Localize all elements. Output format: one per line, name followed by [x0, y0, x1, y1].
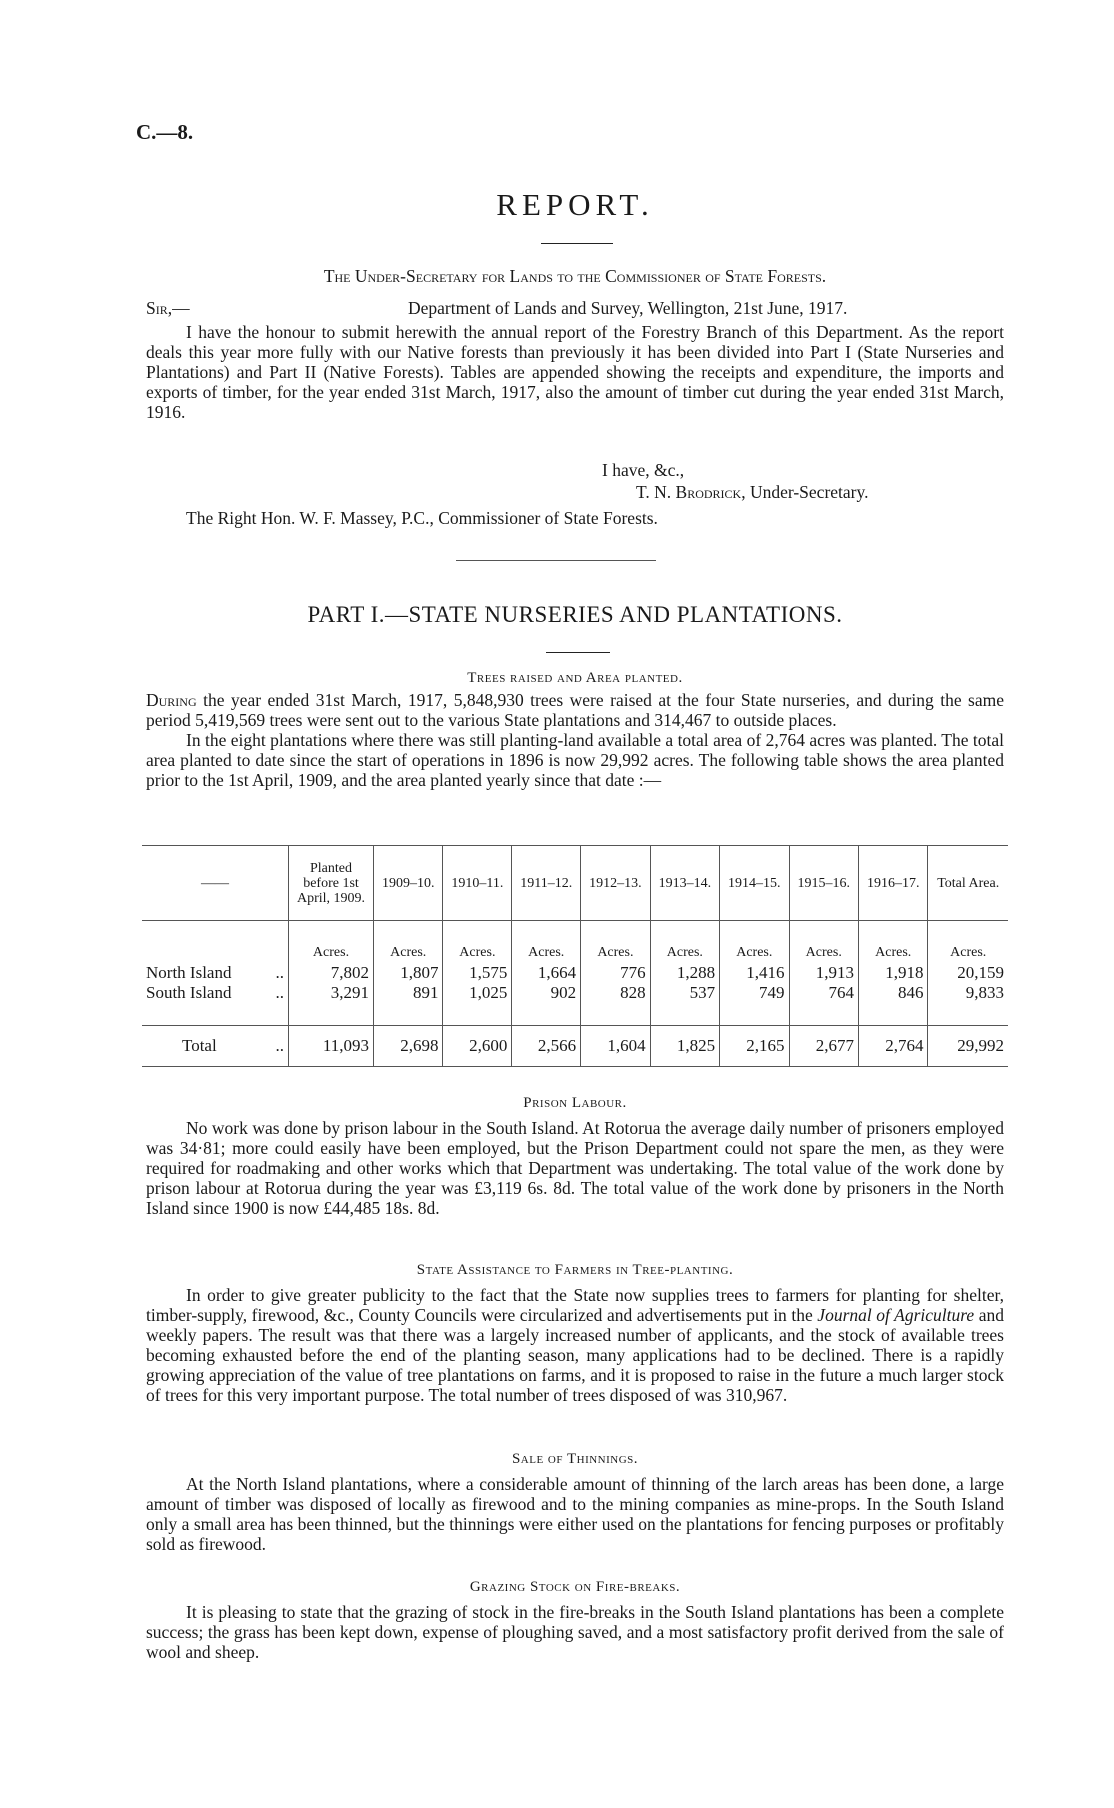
- letter-body-text: I have the honour to submit herewith the annual report of the Forestry Branch of this Department. As the report deals this year more fully with our Native forests than previously it has been divided into Part I (State Nurseries and Plantations) and Part II (Native Forests). Tables are appended showing the receipts and expenditure, the imports and exports of timber, for the year ended 31st March, 1917, also the amount of timber cut during the year ended 31st March, 1916.: [146, 322, 1004, 422]
- thinnings-body: [146, 1474, 1004, 1578]
- row-label-text: Total: [182, 1036, 217, 1055]
- table-column-header: 1909–10.: [374, 846, 443, 921]
- unit-cell: Acres.: [950, 945, 987, 960]
- table-cell: 902: [512, 983, 581, 1003]
- table-cell: 1,288: [650, 963, 719, 983]
- table-column-header: 1910–11.: [443, 846, 512, 921]
- row-label-text: North Island: [146, 963, 232, 982]
- table-cell: 2,600: [443, 1026, 512, 1067]
- table-cell: 2,677: [789, 1026, 858, 1067]
- letter-salutation: Sir,—: [146, 298, 190, 318]
- thinnings-text: At the North Island plantations, where a considerable amount of thinning of the larch areas has been done, a large amount of timber was disposed of locally as firewood and to the mining companies as mine-props. In the South Island only a small area has been thinned, but the thinnings were either used on the plantations for fencing purposes or profitably sold as firewood.: [146, 1474, 1004, 1554]
- table-cell: 1,825: [650, 1026, 719, 1067]
- letter-body: [146, 322, 1004, 480]
- heading-trees-raised: Trees raised and Area planted.: [467, 670, 683, 686]
- table-column-header: 1915–16.: [789, 846, 858, 921]
- heading-grazing-stock: Grazing Stock on Fire-breaks.: [469, 1579, 681, 1595]
- heading-sale-of-thinnings: Sale of Thinnings.: [511, 1451, 639, 1467]
- state-assistance-body: [146, 1285, 1004, 1449]
- table-cell: 749: [720, 983, 789, 1003]
- table-cell: 891: [374, 983, 443, 1003]
- trees-lead-word: During: [146, 690, 197, 710]
- unit-cell: Acres.: [858, 943, 927, 963]
- table-cell: 11,093: [289, 1026, 374, 1067]
- table-cell: 846: [858, 983, 927, 1003]
- table-cell: 1,025: [443, 983, 512, 1003]
- unit-cell: Acres.: [650, 943, 719, 963]
- table-spacer-row: [142, 921, 1008, 944]
- table-header-row: [142, 846, 1008, 921]
- table-column-header: Planted before 1st April, 1909.: [289, 846, 374, 921]
- table-cell: 9,833: [965, 983, 1004, 1002]
- grazing-text: It is pleasing to state that the grazing of stock in the fire-breaks in the South Island plantations has been a complete success; the grass has been kept down, expense of ploughing saved, and a most satisfactory profit derived from the sale of wool and sheep.: [146, 1602, 1004, 1662]
- table-row-north-island: [142, 963, 1008, 983]
- letter-closing: I have, &c.,: [602, 460, 685, 480]
- trees-section-body: [146, 690, 1004, 840]
- row-label: [142, 1026, 289, 1067]
- table-cell: 2,165: [720, 1026, 789, 1067]
- row-leader-dots: ..: [275, 983, 284, 1002]
- table-cell: 20,159: [957, 963, 1004, 982]
- letter-place-date: Department of Lands and Survey, Wellington, 21st June, 1917.: [408, 298, 848, 318]
- table-cell: 2,764: [858, 1026, 927, 1067]
- row-label-text: South Island: [146, 983, 232, 1002]
- table-row-total: [142, 1026, 1008, 1067]
- trees-paragraph-1: the year ended 31st March, 1917, 5,848,930 trees were raised at the four State nurseries, and during the same period 5,419,569 trees were sent out to the various State plantations and 314,467 to outside places.: [146, 690, 1004, 730]
- row-label: [142, 963, 289, 983]
- unit-cell: Acres.: [374, 943, 443, 963]
- part-one-title: PART I.—STATE NURSERIES AND PLANTATIONS.: [307, 602, 843, 627]
- prison-labour-text: No work was done by prison labour in the South Island. At Rotorua the average daily number of prisoners employed was 34·81; more could easily have been employed, but the Prison Department could not spare the men, as they were required for roadmaking and other works which that Department was undertaking. The total value of the work done by prison labour at Rotorua during the year was £3,119 6s. 8d. The total value of the work done by prisoners in the North Island since 1900 is now £44,485 18s. 8d.: [146, 1118, 1004, 1218]
- page-reference: C.—8.: [136, 120, 194, 144]
- table-cell: 1,604: [581, 1026, 650, 1067]
- table-column-header: 1912–13.: [581, 846, 650, 921]
- state-assistance-text-b: and weekly papers. The result was that there was a largely increased number of applicants, and the stock of available trees becoming exhausted before the end of the planting season, many applications had to be declined. There is a rapidly growing appreciation of the value of tree plantations on farms, and it is proposed to raise in the future a much larger stock of trees for this very important purpose. The total number of trees disposed of was 310,967.: [146, 1305, 1004, 1405]
- unit-cell: Acres.: [512, 943, 581, 963]
- table-cell: 29,992: [928, 1026, 1008, 1067]
- table-cell: 1,416: [720, 963, 789, 983]
- table-cell: 1,664: [512, 963, 581, 983]
- grazing-body: [146, 1602, 1004, 1666]
- table-column-header: 1911–12.: [512, 846, 581, 921]
- signature-title: Under-Secretary.: [749, 482, 869, 502]
- state-assistance-text-a: In order to give greater publicity to the fact that the State now supplies trees to farmers for planting for shelter, timber-supply, firewood, &c., County Councils were circularized and advertisements put in the: [146, 1285, 1004, 1325]
- report-title: REPORT.: [496, 187, 654, 222]
- table-row-south-island: [142, 983, 1008, 1003]
- title-rule: [541, 243, 613, 244]
- trees-paragraph-2: In the eight plantations where there was still planting-land available a total area of 2,764 acres was planted. The total area planted to date since the start of operations in 1896 is now 29,992 acres. The following table shows the area planted prior to the 1st April, 1909, and the area planted yearly since that date :—: [146, 730, 1004, 790]
- table-cell: 2,566: [512, 1026, 581, 1067]
- unit-cell: Acres.: [720, 943, 789, 963]
- table-cell: 828: [581, 983, 650, 1003]
- row-label: [142, 983, 289, 1003]
- table-cell: 764: [789, 983, 858, 1003]
- table-column-header: Total Area.: [928, 846, 1008, 921]
- signature-name: T. N. Brodrick,: [636, 482, 746, 502]
- row-leader-dots: ..: [275, 963, 284, 982]
- letter-addressee: The Under-Secretary for Lands to the Commissioner of State Forests.: [323, 266, 827, 286]
- table-cell: 776: [581, 963, 650, 983]
- table-column-header: 1914–15.: [720, 846, 789, 921]
- table-units-row: [142, 943, 1008, 963]
- heading-prison-labour: Prison Labour.: [523, 1095, 627, 1111]
- table-cell: 7,802: [289, 963, 374, 983]
- part-title-rule: [546, 652, 610, 653]
- table-cell: 1,918: [858, 963, 927, 983]
- prison-labour-body: [146, 1118, 1004, 1242]
- table-column-header: 1913–14.: [650, 846, 719, 921]
- table-corner-cell: ——: [142, 846, 289, 921]
- letter-recipient: The Right Hon. W. F. Massey, P.C., Commissioner of State Forests.: [186, 508, 658, 528]
- table-cell: 3,291: [289, 983, 374, 1003]
- unit-cell: Acres.: [789, 943, 858, 963]
- unit-cell: Acres.: [289, 943, 374, 963]
- heading-state-assistance: State Assistance to Farmers in Tree-planting.: [416, 1262, 734, 1278]
- unit-cell: Acres.: [581, 943, 650, 963]
- table-column-header: 1916–17.: [858, 846, 927, 921]
- area-planted-table: [142, 845, 1008, 1067]
- table-cell: 1,575: [443, 963, 512, 983]
- table-cell: 1,807: [374, 963, 443, 983]
- table-spacer-row: [142, 1003, 1008, 1026]
- table-cell: 537: [650, 983, 719, 1003]
- letter-signature: [636, 482, 869, 503]
- row-leader-dots: ..: [275, 1036, 284, 1055]
- journal-title: Journal of Agriculture: [817, 1305, 975, 1325]
- table-cell: 1,913: [789, 963, 858, 983]
- table-cell: 2,698: [374, 1026, 443, 1067]
- unit-cell: Acres.: [443, 943, 512, 963]
- section-divider: [456, 560, 656, 561]
